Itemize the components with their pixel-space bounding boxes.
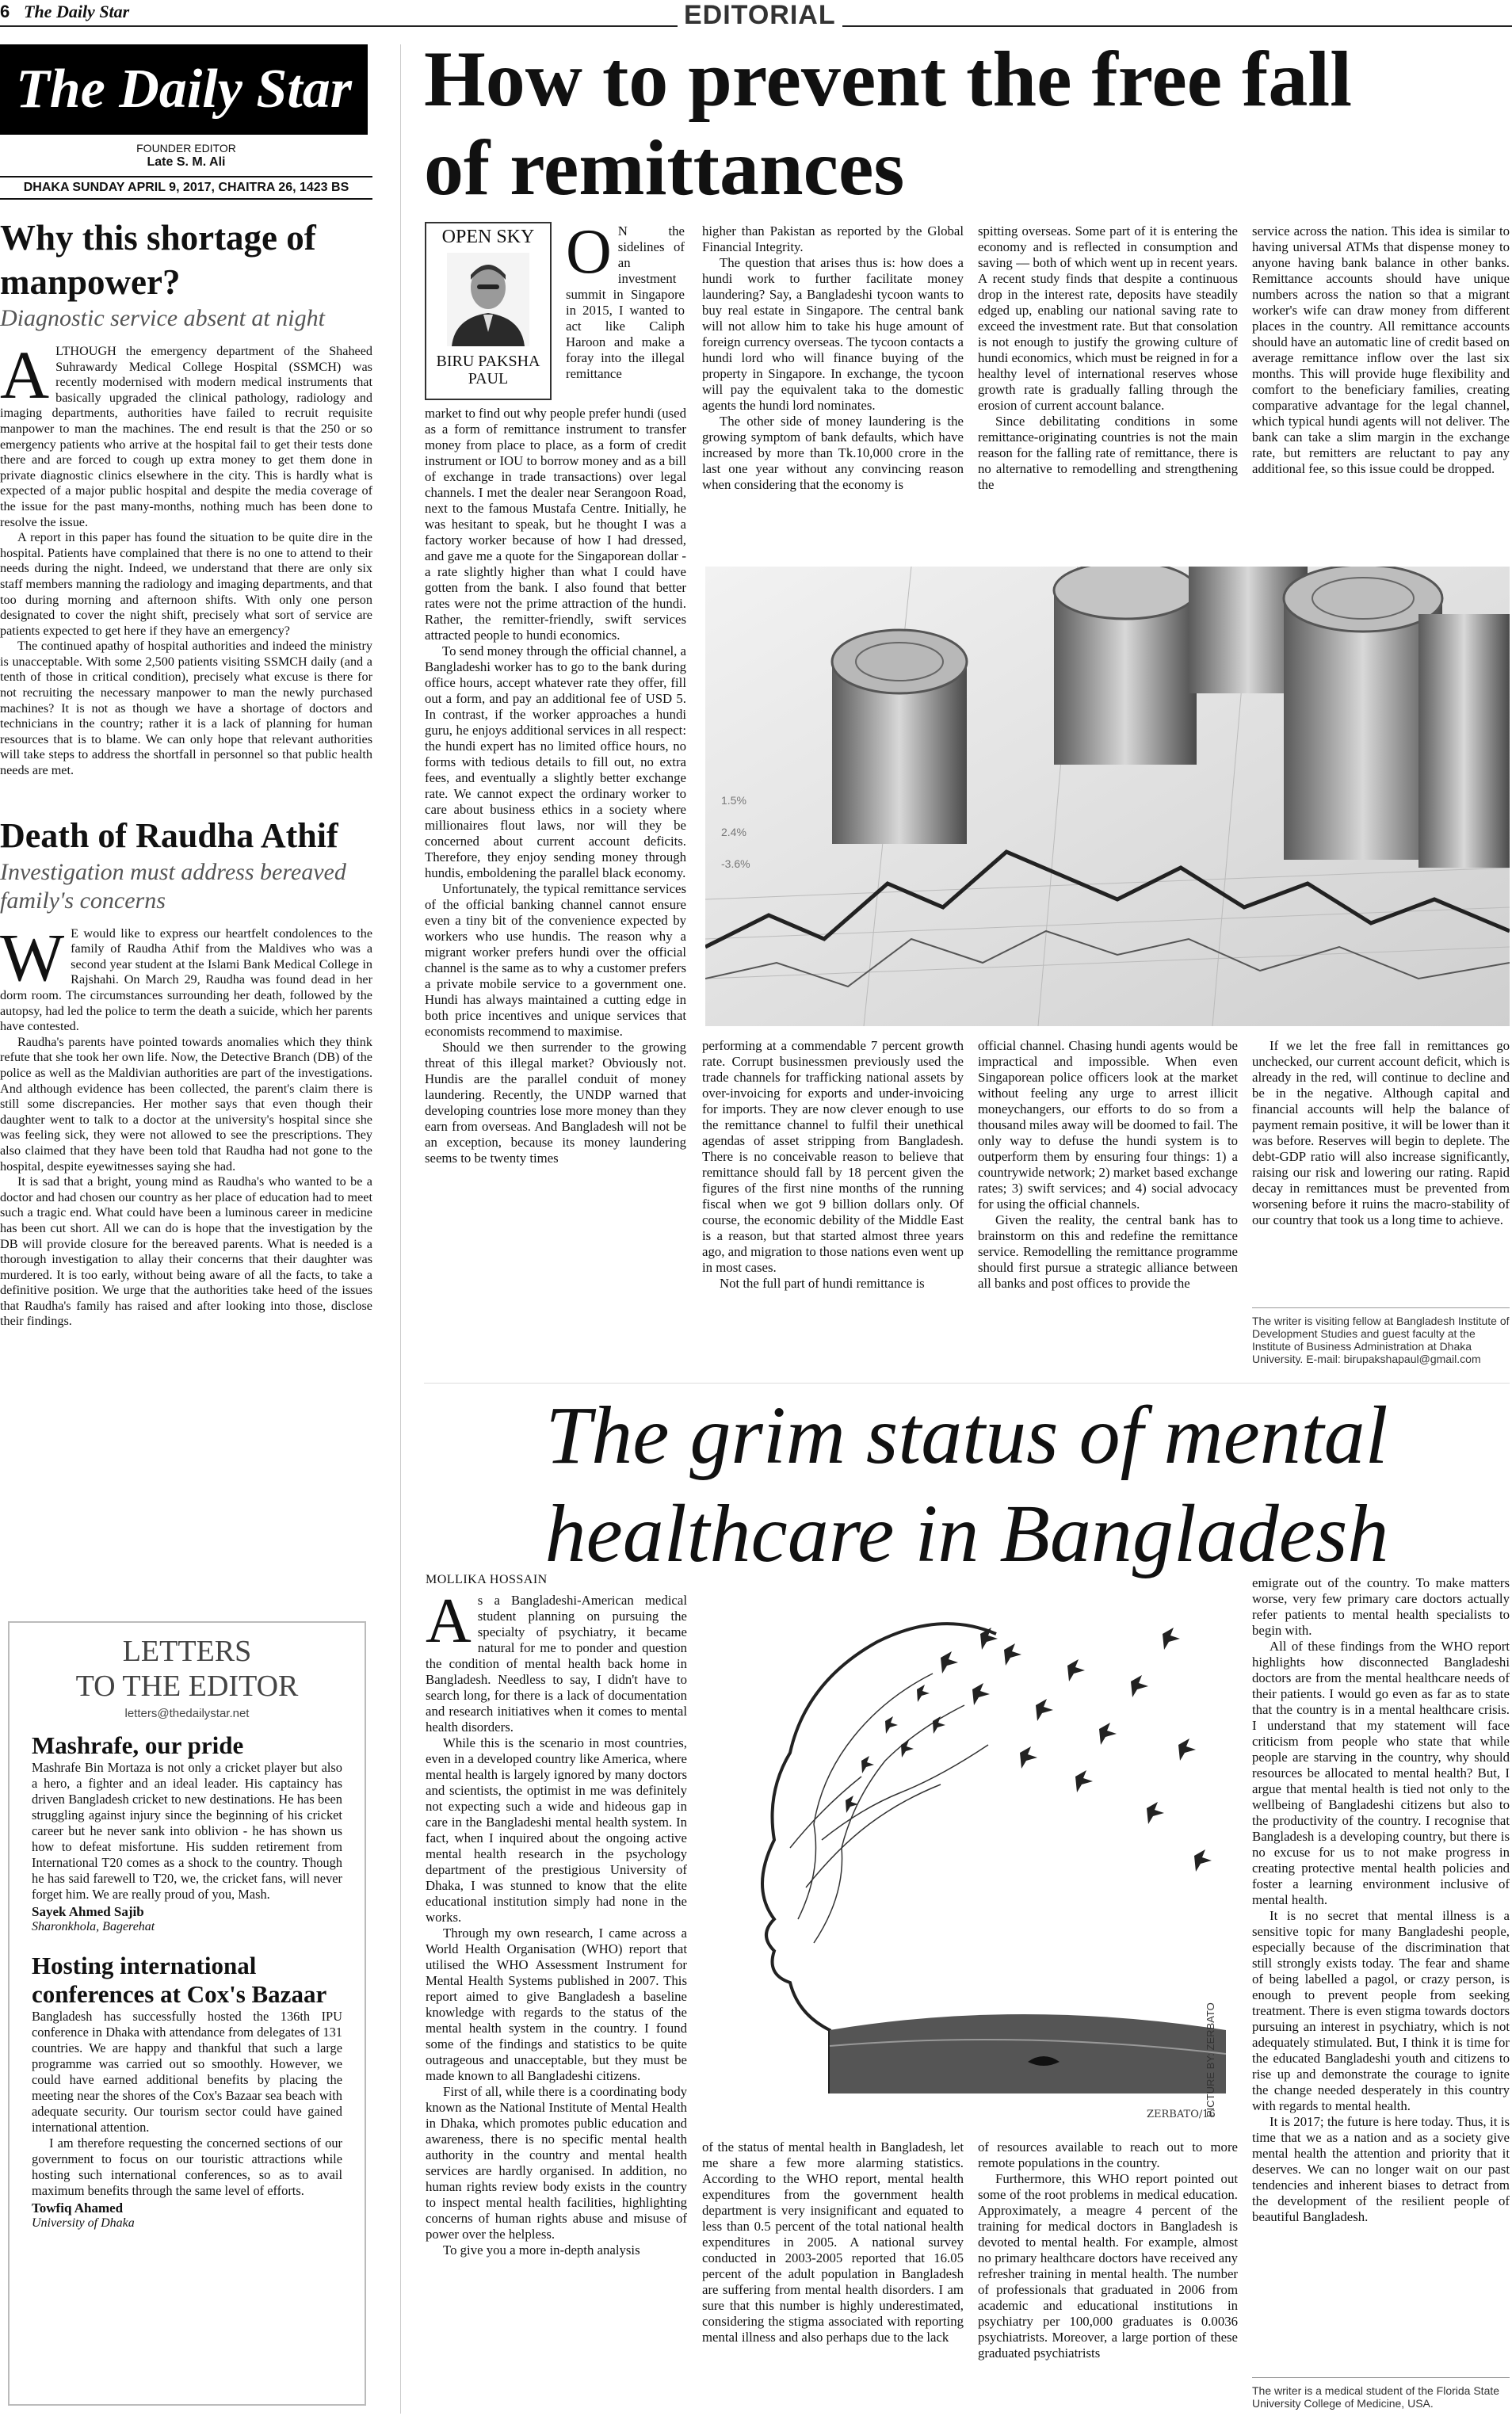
letter-heading: Mashrafe, our pride: [32, 1731, 244, 1759]
article2-para: First of all, while there is a coordinating body known as the National Institute of Mental Health in Dhaka, which promotes public education and awareness, there is no specific mental health authority in the country and mental health services are hardly organised. In addition, no human rights review body exists in the country to inspect mental health facilities, highlighting concerns of human rights abuse and misuse of power over the helpless.: [426, 2084, 687, 2242]
article2-para: All of these findings from the WHO report highlights how disconnected Bangladeshi doctors are from the mental healthcare needs of their patients. I would go even as far as to state that the country is in a mental healthcare crisis. I understand that my statement will face criticism from people who state that while people are starving in the country, why should resources be allocated to mental health? But, I argue that mental health is tied not only to the wellbeing of Bangladeshi citizens but also to the productivity of the country. I recognise that Bangladesh is a developing country, but there is no excuse for us to not make progress in creating protective mental health policies and foster a learning environment inclusive of mental health.: [1252, 1639, 1510, 1907]
editorial1-para: The continued apathy of hospital authorities and indeed the ministry is unacceptable. With some 2,500 patients visiting SSMCH daily (and a tenth of those in critical condition), precisely what excuse is there for not recruiting the necessary manpower to man the newly purchased machines? It is not as though we have a shortage of doctors and technicians in the country; rather it is a lack of planning for human resources that is to blame. We can only hope that relevant authorities will take steps to address the shortfall in personnel so that public health needs are met.: [0, 639, 372, 778]
author-name-line: BIRU PAKSHA: [436, 353, 540, 370]
drop-cap: O: [566, 217, 612, 287]
article2-para: Through my own research, I came across a World Health Organisation (WHO) report that utilised the WHO Assessment Instrument for Mental Health Systems published in 2007. This report aimed to give Bangladesh a baseline knowledge with regards to the status of the mental health system in the country. I found some of the findings and statistics to be quite outrageous and unacceptable, but they must be made known to all Bangladeshi citizens.: [426, 1926, 687, 2083]
author-name: [426, 353, 550, 387]
article2-headline: [424, 1387, 1510, 1583]
letter-body: Mashrafe Bin Mortaza is not only a cricket player but also a hero, a fighter and an ideal leader. His captaincy has driven Bangladesh cricket to new destinations. He has been struggling against injury since the beginning of his cricket career but he never sank into oblivion - he has shown us how to defeat misfortune. His sudden retirement from International T20 comes as a shock to the country. Though he has said farewell to T20, we, the cricket fans, will never forget him. We are really proud of you, Mash.: [32, 1760, 342, 1902]
svg-text:-3.6%: -3.6%: [721, 857, 750, 870]
article2-byline: MOLLIKA HOSSAIN: [426, 1573, 548, 1586]
article1-para: The question that arises thus is: how does a hundi work to further facilitate money laundering? Say, a Bangladeshi tycoon wants to buy real estate in Singapore. The central bank will not allow him to take his huge amount of foreign currency overseas. The tycoon contacts a hundi lord who will finance buying of the property in Singapore. In exchange, the tycoon will pay the equivalent taka to the domestic agents the hundi lord nominates.: [702, 255, 964, 413]
article1-col1-intro: [566, 217, 685, 382]
article1-para: The other side of money laundering is the growing symptom of bank defaults, which have increased by more than Tk.10,000 crore in the last one year without any convincing reason when considering that the economy is: [702, 414, 964, 492]
article1-para: To send money through the official channel, a Bangladeshi worker has to go to the bank during office hours, accept whatever rate they offer, fill out a form, and pay an additional fee of USD 5. In contrast, if the worker approaches a hundi guru, he enjoys additional services in all respect: the hundi expert has no limited office hours, no forms with tedious details to fill out, no extra fees, and eventually a slightly better exchange rate. We cannot expect the ordinary worker to care about business ethics in a society where millionaires flout laws, nor will they be concerned about current account deficits. Therefore, they enjoy sending money through hundis, emboldening the parallel black economy.: [425, 643, 686, 880]
letters-box: [8, 1621, 366, 2406]
article2-para: Furthermore, this WHO report pointed out some of the root problems in medical education. Approximately, a meagre 4 percent of the training for medical doctors in Bangladesh is devoted to mental health. For example, almost no primary healthcare doctors have received any refresher training in mental health. The number of professionals that graduated in 2006 from academic and educational institutions in psychiatry per 100,000 graduates is 0.0036 psychiatrists. Moreover, a large portion of these graduated psychiatrists: [978, 2171, 1238, 2361]
article2-col2: [702, 2139, 964, 2345]
letter-signature: Towfiq Ahamed: [32, 2200, 124, 2216]
letters-title: [32, 1634, 342, 1704]
article2-writer-note: The writer is a medical student of the Florida State University College of Medicine, USA.: [1252, 2377, 1510, 2410]
article2-para: To give you a more in-depth analysis: [443, 2242, 640, 2258]
article1-para: higher than Pakistan as reported by the Global Financial Integrity.: [702, 223, 964, 254]
letters-email[interactable]: letters@thedailystar.net: [124, 1707, 250, 1720]
letter-body: [32, 2009, 342, 2199]
article1-col4-top: [1252, 223, 1510, 477]
article1-para: performing at a commendable 7 percent growth rate. Corrupt businessmen previously used the trade channels for trafficking national assets by over-invoicing for exports and under-invoicing for imports. They are now clever enough to use the remittance channel to fulfil their unethical agendas of asset stripping from Bangladesh. There is no conceivable reason to believe that remittance should fall by 18 percent given the figures of the first nine months of the running fiscal when we got 9 billion dollars only. Of course, the economic debility of the Middle East is a reason, but that started almost three years ago, and migration to those nations even went up in most cases.: [702, 1038, 964, 1275]
letters-title-line: TO THE EDITOR: [75, 1670, 299, 1703]
article1-para: Since debilitating conditions in some remittance-originating countries is not the main reason for the falling rate of remittance, there is no alternative to remodelling and strengthening the: [978, 414, 1238, 492]
article1-col3-top: [978, 223, 1238, 493]
headline-line: The grim status of mental: [545, 1390, 1388, 1481]
article1-para: Given the reality, the central bank has to brainstorm on this and redefine the remittance service. Remodelling the remittance programme should first pursue a strategic alliance between all banks and post offices to provide the: [978, 1212, 1238, 1291]
article2-para: It is no secret that mental illness is a sensitive topic for many Bangladeshi people, especially because of the discrimination that still strongly exists today. The fear and shame of being labelled a pagol, or crazy person, is enough to prevent people from seeking treatment. There is even stigma towards doctors pursuing an interest in psychiatry, which is not adequately stimulated. But, I think it is time for the educated Bangladeshi youth and citizens to rise up and demonstrate the courage to ignite the change needed desperately in this country with regards to mental health.: [1252, 1908, 1510, 2113]
page-number: 6: [0, 2, 10, 21]
editorial1-body: [0, 337, 372, 779]
svg-text:1.5%: 1.5%: [721, 794, 746, 807]
article2-para: of resources available to reach out to more remote populations in the country.: [978, 2139, 1238, 2170]
author-photo: [447, 253, 529, 346]
editorial2-title: Death of Raudha Athif: [0, 815, 338, 855]
editorial1-para: LTHOUGH the emergency department of the Shaheed Suhrawardy Medical College Hospital (SSMCH) was recently modernised with modern medical instruments that basically upgraded the clinical pathology, radiology and imaging departments, authorities have failed to recruit requisite manpower to man the machines. The end result is that the 250 or so emergency patients who arrive at the hospital fail to get their tests done there and are forced to cough up extra money to get them done in private diagnostic clinics elsewhere in the city. This is hardly what is expected of a major public hospital and despite the media coverage of the issue for the past many-months, nothing much has been done to resolve the issue.: [0, 344, 372, 529]
drop-cap: A: [426, 1586, 472, 1656]
letter-heading: Hosting international conferences at Cox's Bazaar: [32, 1952, 327, 2008]
article1-para: market to find out why people prefer hundi (used as a form of remittance instrument to transfer money from place to place, as a form of credit instrument or IOU to borrow money and as a bill of exchange in trade transactions) over legal channels. I met the dealer near Serangoon Road, next to the famous Mustafa Centre. Initially, he was hesitant to speak, but he thought I was a factory worker because of how I had dressed, and gave me a quote for the Singaporean dollar - a rate slightly higher than what I could have gotten from the bank. I also found that better rates were not the prime attraction of the hundi. Rather, the remitter-friendly, swift services attracted people to hundi economics.: [425, 406, 686, 643]
editorial2-body: [0, 918, 372, 1330]
dateline: DHAKA SUNDAY APRIL 9, 2017, CHAITRA 26, 1423 BS: [0, 176, 372, 200]
headline-line: healthcare in Bangladesh: [544, 1488, 1389, 1579]
article1-col3-bottom: [978, 1038, 1238, 1292]
svg-text:2.4%: 2.4%: [721, 826, 746, 838]
article1-col4-bottom: [1252, 1038, 1510, 1228]
letter-signature: Sayek Ahmed Sajib: [32, 1904, 144, 1919]
article2-para: While this is the scenario in most countries, even in a developed country like America, where mental health is largely ignored by many doctors and scientists, the optimist in me was definitely not expecting such a wide and hideous gap in care in the Bangladeshi mental health system. In fact, when I inquired about the ongoing active mental health research in the psychology department of the prestigious University of Dhaka, I was stunned to know that the elite educational institution simply had none in the works.: [426, 1735, 687, 1925]
column-label: OPEN SKY: [441, 227, 535, 247]
article2-para: of the status of mental health in Bangladesh, let me share a few more alarming statistics. According to the WHO report, mental health expenditures from the government health department is very insignificant and equated to less than 0.5 percent of the total national health expenditures in 2005. A national survey conducted in 2003-2005 reported that 16.05 percent of the adult population in Bangladesh are suffering from mental health disorders. I am sure that this number is highly underestimated, considering the stigma associated with reporting mental illness and also perhaps due to the lack: [702, 2139, 964, 2345]
picture-credit: PICTURE BY: ZERBATO: [1205, 2002, 1216, 2117]
article2-col3: [978, 2139, 1238, 2361]
coins-chart-photo: [705, 567, 1510, 1026]
editorial2-para: E would like to express our heartfelt condolences to the family of Raudha Athif from the Maldives who was a second year student at the Islami Bank Medical College in Rajshahi. On March 29, Raudha was found dead in her dorm room. The circumstances surrounding her death, followed by the autopsy, had led the police to term the death a suicide, which her parents have contested.: [0, 926, 372, 1034]
article-divider: [424, 1383, 1510, 1384]
editorial1-subtitle: Diagnostic service absent at night: [0, 305, 325, 331]
mind-birds-illustration: [703, 1586, 1226, 2125]
founder-block: [0, 141, 372, 170]
author-name-line: PAUL: [468, 370, 509, 387]
letter-para: Bangladesh has successfully hosted the 136th IPU conference in Dhaka with attendance from delegates of 131 countries. We are happy and thankful that such a large programme was carried out so smoothly. However, we could have earned additional benefits by placing the meeting near the shores of the Cox's Bazaar sea beach with adequate security. Our tourism sector could have gained international attention.: [32, 2009, 342, 2135]
article1-col1: [425, 406, 686, 1166]
headline-line: How to prevent the free fall: [424, 35, 1352, 123]
article2-para: emigrate out of the country. To make matters worse, very few primary care doctors actually refer patients to mental health specialists to begin with.: [1252, 1575, 1510, 1638]
column-divider: [400, 44, 401, 2414]
editorial2-para: Raudha's parents have pointed towards anomalies which they think refute that she took her own life. Now, the Detective Branch (DB) of the police as well as the Maldivian authorities are part of the investigations. And although evidence has been collected, the parent's claim there is still some discrepancies. Her mother says that even though their daughter went to talk to a doctor at the university's hospital since she was feeling sick, they were not allowed to see the prescriptions. They also claimed that they have been told that Raudha had not gone to the hospital, despite eyewitnesses saying she had.: [0, 1034, 372, 1174]
article1-para: Not the full part of hundi remittance is: [720, 1276, 925, 1291]
article2-para: It is 2017; the future is here today. Thus, it is time that we as a nation and as a society give mental health the attention and priority that it deserves. We can no longer wait on our past tendencies and inherent biases to detract from the development of the resilient people of beautiful Bangladesh.: [1252, 2114, 1510, 2224]
drop-cap: W: [0, 918, 65, 995]
article1-col2-bottom: [702, 1038, 964, 1292]
article1-col2-top: [702, 223, 964, 493]
letter-para: I am therefore requesting the concerned sections of our government to focus on our touristic attractions while hosting such international conferences, so as to avail maximum benefits through the same level of efforts.: [32, 2135, 342, 2198]
editorial1-title: Why this shortage of manpower?: [0, 218, 316, 302]
article1-para: service across the nation. This idea is similar to having universal ATMs that dispense money to anyone having bank balance in other banks. Remittance accounts should have unique numbers across the nation so that a migrant worker's wife can draw money from different places in the country. All remittance accounts should have an automatic line of credit based on average remittance inflow over the last six months. This will provide huge flexibility and comfort to the beneficiary families, creating comparative advantage for the legal channel, which typical hundi agents will not deliver. The bank can take a slim margin in the exchange rate, but remitters are reluctant to pay any additional fee, so this issue could be dropped.: [1252, 223, 1510, 476]
letter-place: University of Dhaka: [32, 2216, 135, 2230]
masthead-logo: The Daily Star: [0, 44, 368, 135]
founder-name: Late S. M. Ali: [147, 155, 226, 169]
article1-writer-note: The writer is visiting fellow at Bangladesh Institute of Development Studies and guest faculty at the Institute of Business Administration at Dhaka University. E-mail: birupakshapaul@gmail.com: [1252, 1307, 1510, 1365]
open-sky-box: [425, 222, 552, 400]
editorial2-para: It is sad that a bright, young mind as Raudha's who wanted to be a doctor and had chosen our country as her place of education had to meet such a tragic end. What could have been a luminous career in medicine has been cut short. All we can do is hope that the investigation by the DB will provide closure for the bereaved parents. What is needed is a thorough investigation to allay their concerns that their daughter was murdered. It is too early, without being aware of all the facts, to take a definitive position. We urge that the authorities take heed of the issues that Raudha's family has raised and after looking into those, disclose their findings.: [0, 1174, 372, 1329]
article1-para: If we let the free fall in remittances go unchecked, our current account deficit, which is already in the red, will continue to decline and be in the negative. Although capital and financial accounts will help the balance of payment remain positive, it will be lower than it was before. Reserves will begin to deplete. The debt-GDP ratio will also increase significantly, raising our risk and lowering our rating. Rapid decay in remittances must be prevented from worsening before it ruins the macro-stability of our country that took us a long time to achieve.: [1252, 1038, 1510, 1227]
article1-para: Unfortunately, the typical remittance services of the official banking channel cannot ensure even a tiny bit of the convenience expected by workers who use hundis. The reason why a migrant worker prefers hundi over the official channel is the same as to why a customer prefers a private mobile service to a government one. Hundi has always maintained a cutting edge in both price incentives and unique services that economists recommend to maximise.: [425, 881, 686, 1039]
article2-para: s a Bangladeshi-American medical student planning on pursuing the specialty of psychiatry, it became natural for me to ponder and question the condition of mental health back home in Bangladesh. Needless to say, I didn't have to search long, for there is a lack of documentation and research initiatives when it comes to mental health disorders.: [426, 1593, 687, 1735]
article2-col4: [1252, 1575, 1510, 2225]
article1-para: N the sidelines of an investment summit in Singapore in 2015, I wanted to act like Caliph Haroon and make a foray into the illegal remittance: [566, 223, 685, 381]
letter-place: Sharonkhola, Bagerehat: [32, 1920, 155, 1933]
editorial2-subtitle: Investigation must address bereaved family's concerns: [0, 858, 346, 914]
article1-para: official channel. Chasing hundi agents would be impractical and impossible. When even Singaporean police officers look at the market without feeling any urge to arrest illicit moneychangers, our efforts to do so from a thousand miles away will be doomed to fail. The only way to defuse the hundi system is to outperform them by ensuring four things: 1) a countrywide network; 2) market based exchange rates; 3) swift services; and 4) social advocacy for using the official channels.: [978, 1038, 1238, 1212]
art-signature: ZERBATO/16: [1147, 2109, 1216, 2120]
drop-cap: A: [0, 337, 50, 413]
article1-headline: [424, 35, 1510, 212]
editorial1-para: A report in this paper has found the situation to be quite dire in the hospital. Patients have complained that there is no one to attend to their needs during the night. Indeed, we understand that there are only six staff members manning the radiology and imaging departments, and that too during morning and afternoon shifts. With only one person designated to cover the night shift, precisely what sort of service are patients expected to get here if they have an emergency?: [0, 530, 372, 638]
article1-para: Should we then surrender to the growing threat of this illegal market? Obviously not. Hundis are the parallel conduit of money laundering. Recently, the UNDP warned that developing countries lose more money than they earn from overseas. And Bangladesh will not be an exception, because its money laundering seems to be twenty times: [425, 1040, 686, 1166]
article1-para: spitting overseas. Some part of it is entering the economy and is reflected in consumption and saving — both of which went up in recent years. A recent study finds that despite a continuous drop in the interest rate, deposits have steadily edged up, enabling our national saving rate to exceed the investment rate. But that consolation is not enough to justify the growing culture of hundi economics, which must be reigned in for a healthy level of international reserves whose growth rate is gradually falling through the erosion of current account balance.: [978, 223, 1238, 413]
page-paper-name: The Daily Star: [24, 2, 130, 21]
article2-col1: [426, 1586, 687, 2258]
founder-label: FOUNDER EDITOR: [136, 142, 236, 155]
section-label: EDITORIAL: [678, 0, 842, 31]
letters-title-line: LETTERS: [122, 1635, 252, 1668]
headline-line: of remittances: [424, 124, 905, 212]
